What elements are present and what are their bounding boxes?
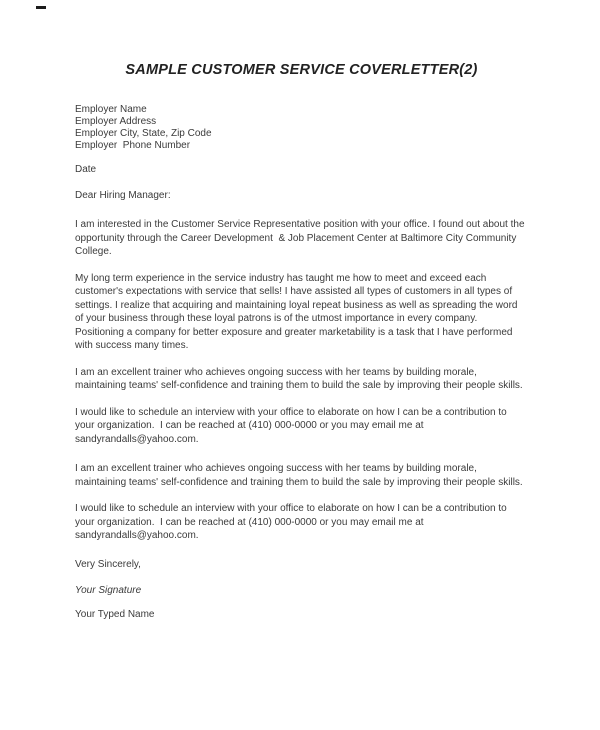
typed-name-placeholder: Your Typed Name (75, 608, 155, 620)
paragraph-trainer: I am an excellent trainer who achieves ongoing success with her teams by building morale, maintaining teams' self-confidence and training them to build the sale by improving their people skills. (75, 366, 523, 391)
paragraph-interview-request-repeat: I would like to schedule an interview with your office to elaborate on how I can be a contribution to your organization. I can be reached at (410) 000-0000 or you may email me at sandyrandalls@yahoo.com. (75, 503, 510, 541)
scan-artifact-mark (36, 6, 46, 9)
employer-phone-line: Employer Phone Number (75, 140, 191, 151)
paragraph-trainer-repeat: I am an excellent trainer who achieves ongoing success with her teams by building morale, maintaining teams' self-confidence and training them to build the sale by improving their people skills. (75, 463, 523, 488)
employer-address-line: Employer Address (75, 116, 157, 127)
paragraph-interview-request: I would like to schedule an interview with your office to elaborate on how I can be a contribution to your organization. I can be reached at (410) 000-0000 or you may email me at sandyrandalls@yahoo.com. (75, 406, 510, 445)
closing-block (75, 559, 528, 621)
signature-placeholder: Your Signature (75, 584, 142, 596)
document-title: SAMPLE CUSTOMER SERVICE COVERLETTER(2) (125, 62, 478, 78)
salutation: Dear Hiring Manager: (75, 190, 171, 201)
employer-name-line: Employer Name (75, 104, 147, 115)
date-line: Date (75, 164, 97, 175)
paragraph-experience: My long term experience in the service industry has taught me how to meet and exceed each customer's expectations with service that sells! I have assisted all types of customers in all types of settings. I realize that acquiring and maintaining loyal repeat business as well as spreading the word of your business through these loyal patrons is of the utmost importance in every company. Positioning a company for better exposure and greater marketability is a task that I have performed with success many times. (75, 272, 521, 351)
employer-address-block (75, 104, 528, 152)
employer-city-line: Employer City, State, Zip Code (75, 128, 212, 139)
paragraph-interest: I am interested in the Customer Service Representative position with your office. I found out about the opportunity through the Career Development & Job Placement Center at Baltimore City Community College. (75, 219, 528, 257)
closing-valediction: Very Sincerely, (75, 558, 141, 570)
